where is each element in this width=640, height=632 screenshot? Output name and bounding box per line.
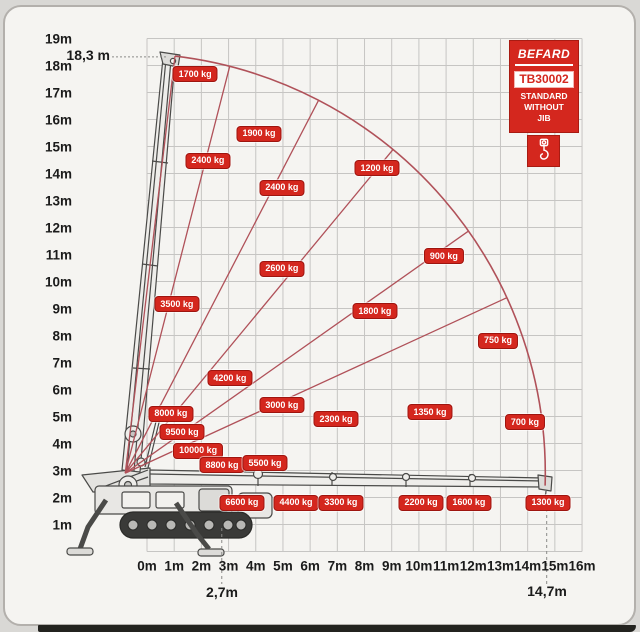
y-axis-tick: 7m [52,355,72,370]
y-axis-tick: 14m [44,166,72,181]
y-axis-tick: 12m [44,220,72,235]
capacity-label: 1350 kg [408,404,453,420]
variant-label [510,91,578,124]
y-axis-tick: 11m [45,247,72,262]
capacity-label: 900 kg [424,248,464,264]
capacity-label: 8000 kg [148,406,193,422]
variant-line-3: JIB [537,113,551,124]
hook-badge [527,135,560,167]
y-axis-tick: 13m [44,193,72,208]
capacity-label: 2600 kg [259,261,304,277]
x-axis-tick: 8m [354,558,375,574]
capacity-label: 3000 kg [259,397,304,413]
y-axis-tick: 2m [52,490,72,505]
capacity-label: 3500 kg [154,296,199,312]
x-axis-tick: 10m [405,558,433,574]
y-axis-tick: 16m [44,112,72,127]
x-axis-tick: 4m [245,558,266,574]
x-axis-tick: 14m [514,558,542,574]
x-axis-tick: 13m [486,558,514,574]
capacity-label: 1300 kg [526,495,571,511]
y-axis-tick: 4m [52,436,72,451]
x-axis-tick: 5m [273,558,293,574]
y-axis-tick: 17m [44,85,72,100]
capacity-label: 1700 kg [173,66,218,82]
capacity-label: 2400 kg [185,153,230,169]
y-axis-tick: 8m [52,328,72,343]
x-axis-tick: 1m [164,558,184,574]
capacity-label: 2200 kg [399,495,444,511]
capacity-label: 1900 kg [237,126,282,142]
capacity-label: 4400 kg [273,495,318,511]
capacity-label: 1800 kg [352,303,397,319]
max-height-annotation: 18,3 m [66,47,110,63]
capacity-label: 1200 kg [355,160,400,176]
y-axis-tick: 9m [52,301,72,316]
capacity-label: 6600 kg [219,495,264,511]
x-axis-tick: 15m [541,558,569,574]
x-axis-tick: 16m [568,558,596,574]
brand-badge [509,40,579,133]
capacity-label: 1600 kg [446,495,491,511]
capacity-label: 750 kg [478,333,518,349]
model-label: TB30002 [514,71,574,88]
capacity-label: 3300 kg [318,495,363,511]
brand-logo-text: BEFARD [515,47,573,66]
x-axis-tick: 6m [300,558,320,574]
y-axis-tick: 5m [52,409,72,424]
crane-illustration [67,52,552,556]
crane-hook-icon [535,138,553,164]
capacity-label: 2300 kg [313,411,358,427]
y-axis-tick: 6m [52,382,72,397]
y-axis-tick: 19m [44,31,72,46]
capacity-label: 8800 kg [200,457,245,473]
x-axis-tick: 12m [459,558,487,574]
y-axis-tick: 18m [44,58,72,73]
x-axis-tick: 7m [327,558,348,574]
capacity-label: 9500 kg [160,424,205,440]
capacity-label: 2400 kg [259,180,304,196]
y-axis-tick: 3m [52,463,72,478]
max-outreach-annotation: 14,7m [527,583,567,599]
capacity-label: 700 kg [505,414,545,430]
y-axis-tick: 1m [52,517,72,532]
variant-line-1: STANDARD [520,91,568,101]
x-axis-tick: 2m [191,558,212,574]
y-axis-tick: 15m [44,139,72,154]
y-axis-tick: 10m [44,274,72,289]
capacity-label: 10000 kg [173,443,223,459]
capacity-label: 5500 kg [242,455,287,471]
x-axis-tick: 9m [381,558,402,574]
x-axis-tick: 0m [137,558,157,574]
capacity-label: 4200 kg [207,370,252,386]
x-axis-tick: 11m [432,558,460,574]
x-axis-tick: 3m [218,558,239,574]
min-outreach-annotation: 2,7m [206,584,238,600]
variant-line-2: WITHOUT [524,102,564,113]
